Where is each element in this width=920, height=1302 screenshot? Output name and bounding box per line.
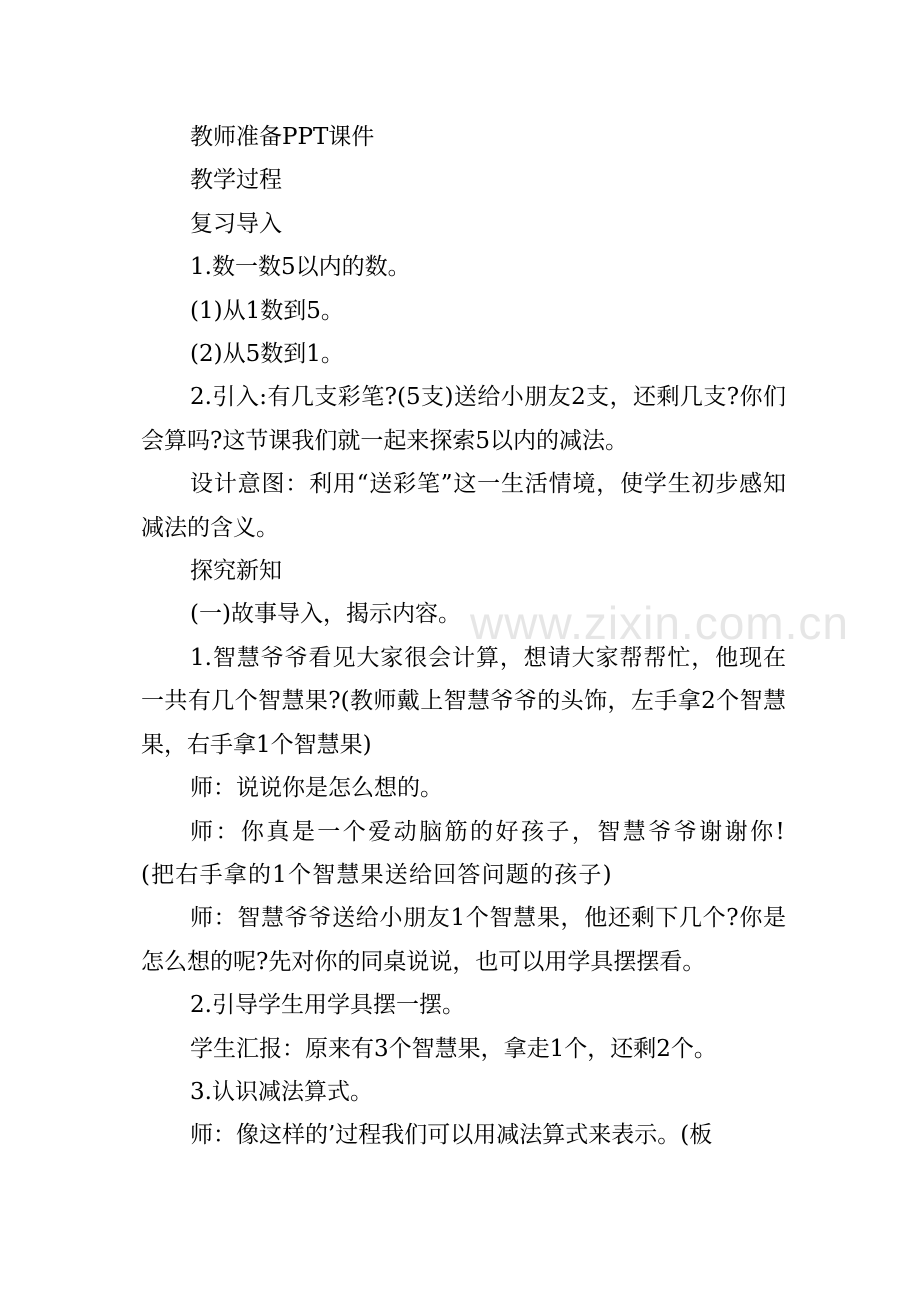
paragraph-item-3: 3.认识减法算式。 <box>190 1078 373 1105</box>
paragraph-prep: 教师准备PPT课件 <box>190 124 375 150</box>
paragraph-teacher-3: 师：智慧爷爷送给小朋友1个智慧果，他还剩下几个?你是怎么想的呢?先对你的同桌说说，也可以用学具摆摆看。 <box>141 905 786 975</box>
paragraph-section-1: (一)故事导入，揭示内容。 <box>190 601 461 628</box>
watermark: www.zixin.com.cn <box>470 597 849 649</box>
heading-explore: 探究新知 <box>190 558 282 585</box>
paragraph-item-guide: 2.引导学生用学具摆一摆。 <box>190 992 465 1019</box>
paragraph-subitem-1: (1)从1数到5。 <box>190 297 344 324</box>
paragraph-item-2: 2.引入:有几支彩笔?(5支)送给小朋友2支，还剩几支?你们会算吗?这节课我们就一起来探索5以内的减法。 <box>141 384 786 454</box>
paragraph-student-report: 学生汇报：原来有3个智慧果，拿走1个，还剩2个。 <box>190 1035 717 1062</box>
paragraph-teacher-4: 师：像这样的’过程我们可以用减法算式来表示。(板 <box>190 1122 713 1149</box>
paragraph-teacher-2: 师：你真是一个爱动脑筋的好孩子，智慧爷爷谢谢你!(把右手拿的1个智慧果送给回答问题的孩子) <box>141 818 786 888</box>
paragraph-story-1: 1.智慧爷爷看见大家很会计算，想请大家帮帮忙，他现在一共有几个智慧果?(教师戴上智慧爷爷的头饰，左手拿2个智慧果，右手拿1个智慧果) <box>141 644 786 758</box>
paragraph-item-1: 1.数一数5以内的数。 <box>190 254 411 281</box>
paragraph-teacher-1: 师：说说你是怎么想的。 <box>190 775 443 802</box>
heading-review: 复习导入 <box>190 210 282 237</box>
paragraph-subitem-2: (2)从5数到1。 <box>190 341 344 368</box>
document-page <box>141 116 786 1158</box>
paragraph-design-intent: 设计意图：利用“送彩笔”这一生活情境，使学生初步感知减法的含义。 <box>141 471 786 541</box>
heading-teaching-process: 教学过程 <box>190 167 282 194</box>
